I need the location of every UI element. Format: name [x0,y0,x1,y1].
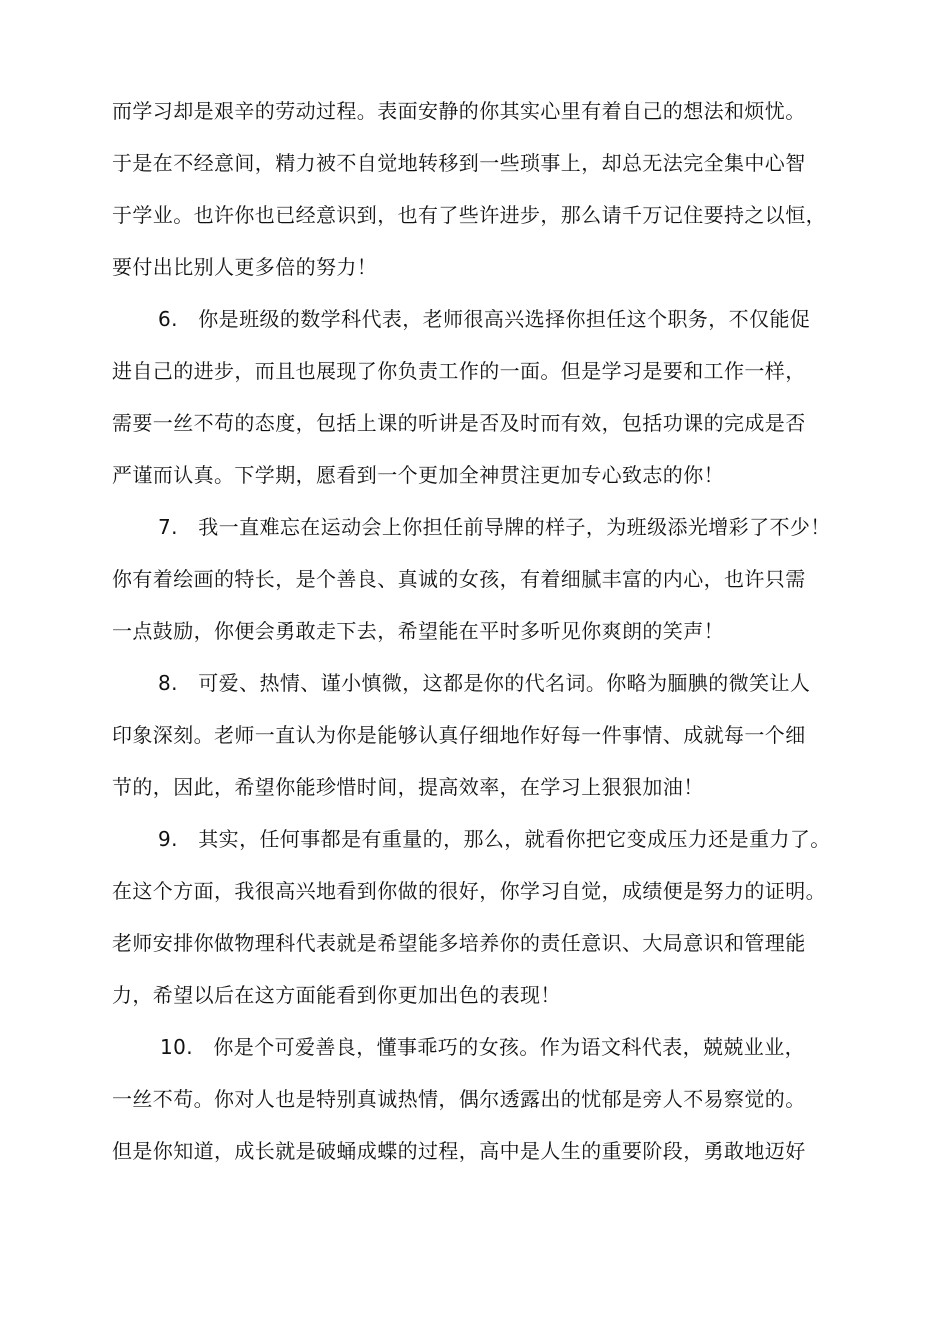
text-line: 力，希望以后在这方面能看到你更加出色的表现！ [112,983,561,1007]
text-line: 你有着绘画的特长，是个善良、真诚的女孩，有着细腻丰富的内心，也许只需 [112,567,806,591]
text-line: 要付出比别人更多倍的努力！ [112,255,378,279]
text-line: 印象深刻。老师一直认为你是能够认真仔细地作好每一件事情、成就每一个细 [112,723,806,747]
text-line: 节的，因此，希望你能珍惜时间，提高效率，在学习上狠狠加油！ [112,775,704,799]
paragraph-10-start: 10. 你是个可爱善良，懂事乖巧的女孩。作为语文科代表，兢兢业业， [160,1035,806,1059]
text-line: 需要一丝不苟的态度，包括上课的听讲是否及时而有效，包括功课的完成是否 [112,411,806,435]
paragraph-7-start: 7. 我一直难忘在运动会上你担任前导牌的样子，为班级添光增彩了不少！ [158,515,831,539]
text-line: 一丝不苟。你对人也是特别真诚热情，偶尔透露出的忧郁是旁人不易察觉的。 [112,1087,806,1111]
text-line: 在这个方面，我很高兴地看到你做的很好，你学习自觉，成绩便是努力的证明。 [112,879,826,903]
text-line: 一点鼓励，你便会勇敢走下去，希望能在平时多听见你爽朗的笑声！ [112,619,724,643]
paragraph-9-start: 9. 其实，任何事都是有重量的，那么，就看你把它变成压力还是重力了。 [158,827,831,851]
text-line: 于学业。也许你也已经意识到，也有了些许进步，那么请千万记住要持之以恒， [112,203,826,227]
document-body [112,96,852,1188]
paragraph-6-start: 6. 你是班级的数学科代表，老师很高兴选择你担任这个职务，不仅能促 [158,307,811,331]
paragraph-8-start: 8. 可爱、热情、谨小慎微，这都是你的代名词。你略为腼腆的微笑让人 [158,671,811,695]
text-line: 但是你知道，成长就是破蛹成蝶的过程，高中是人生的重要阶段，勇敢地迈好 [112,1139,806,1163]
text-line: 老师安排你做物理科代表就是希望能多培养你的责任意识、大局意识和管理能 [112,931,806,955]
text-line: 进自己的进步，而且也展现了你负责工作的一面。但是学习是要和工作一样， [112,359,806,383]
text-line: 于是在不经意间，精力被不自觉地转移到一些琐事上，却总无法完全集中心智 [112,151,806,175]
text-line: 严谨而认真。下学期，愿看到一个更加全神贯注更加专心致志的你！ [112,463,724,487]
text-line: 而学习却是艰辛的劳动过程。表面安静的你其实心里有着自己的想法和烦忧。 [112,99,806,123]
